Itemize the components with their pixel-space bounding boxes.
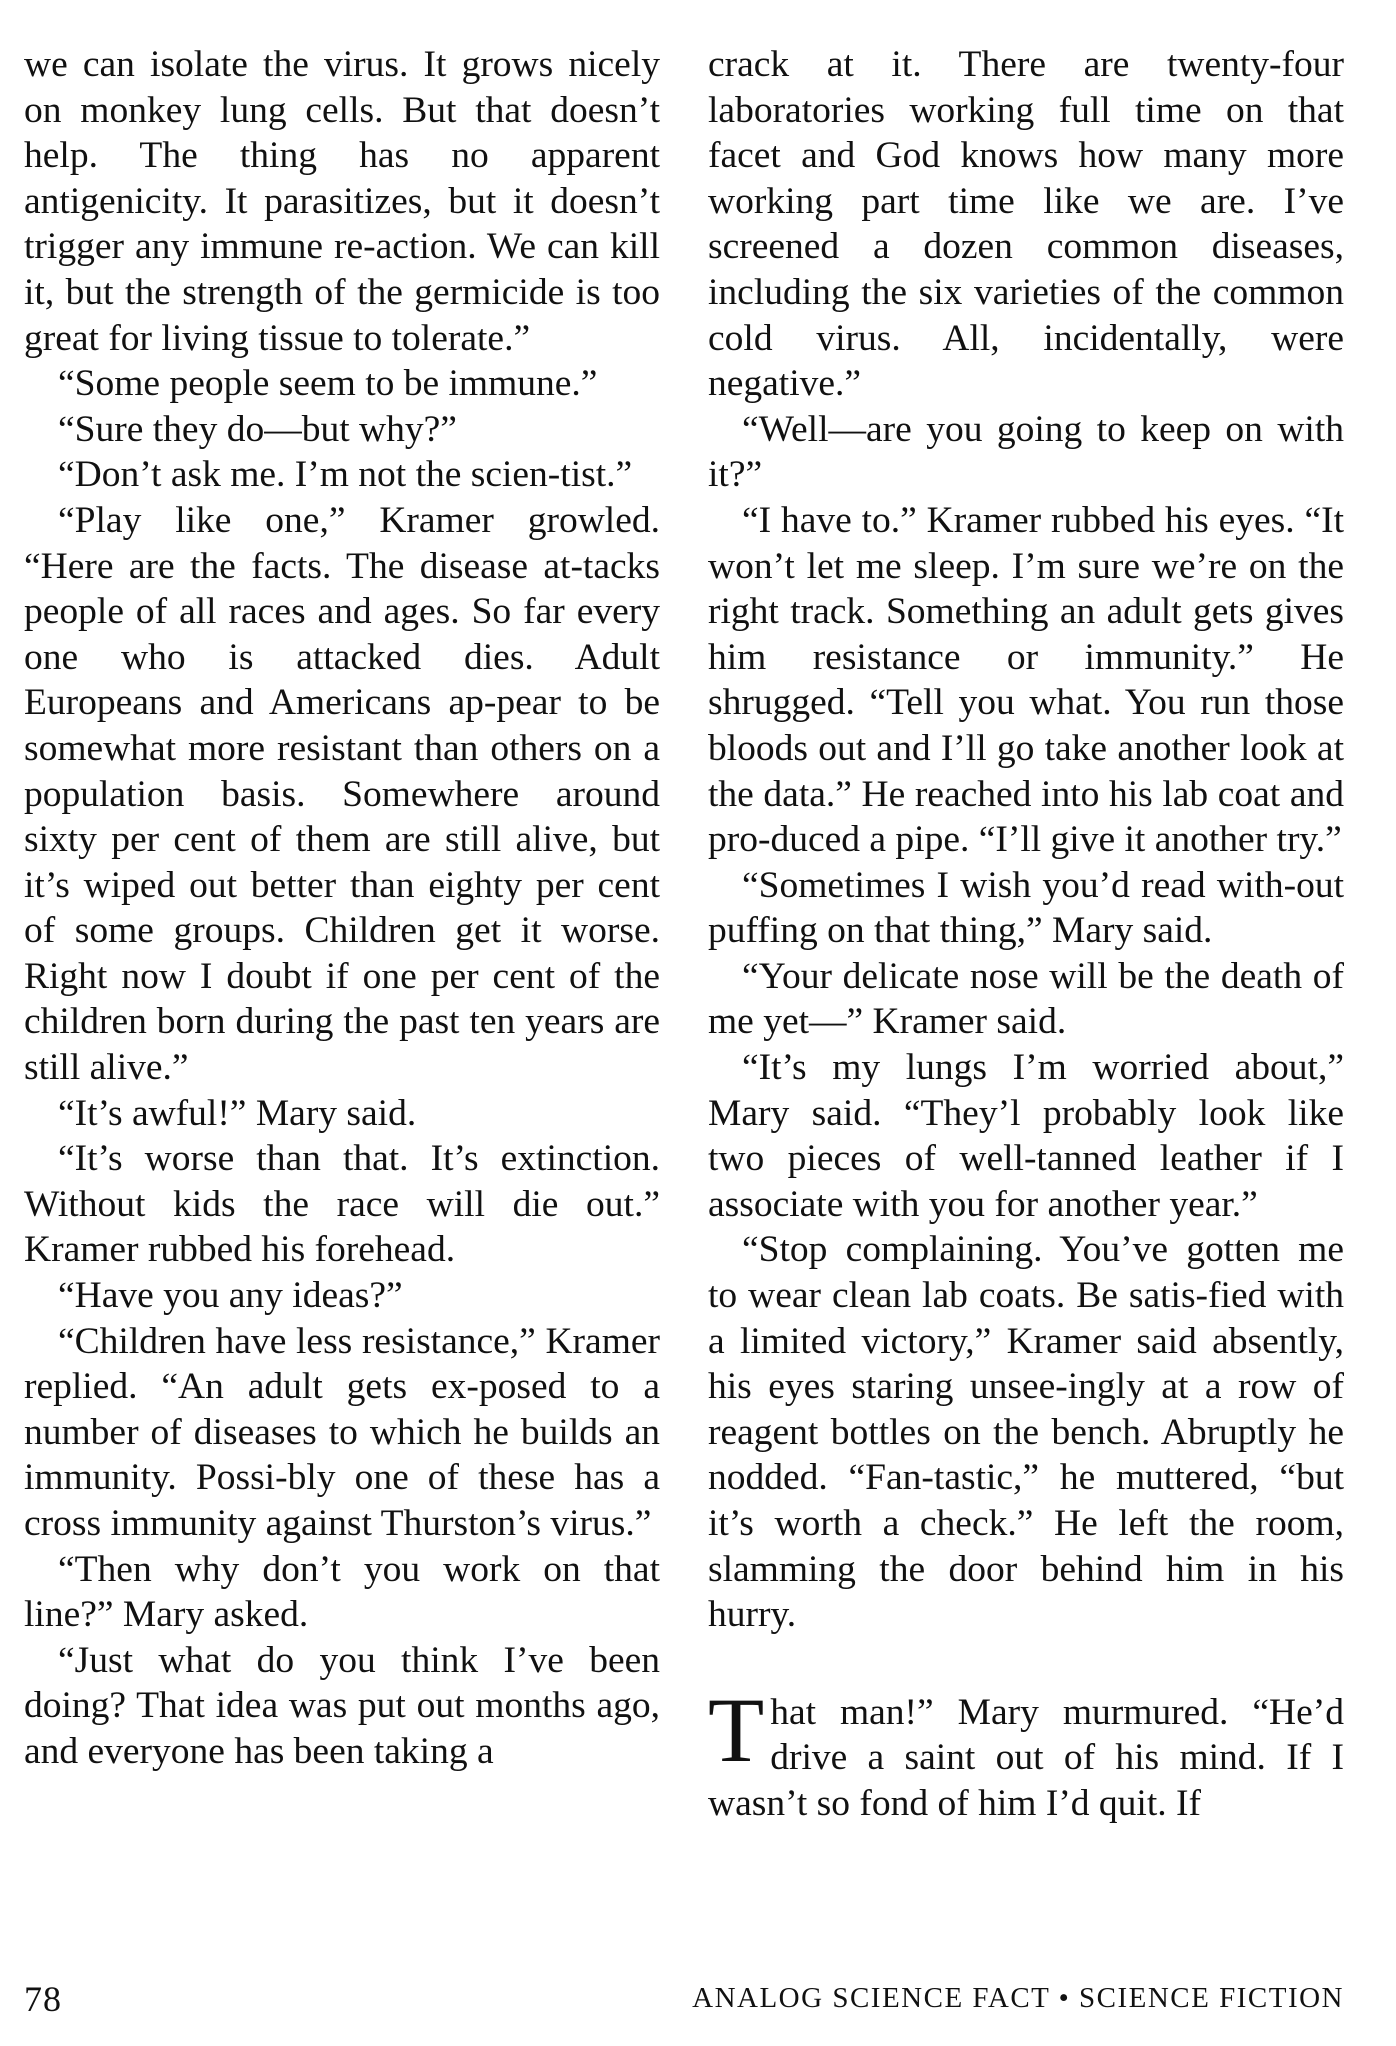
running-title: ANALOG SCIENCE FACT • SCIENCE FICTION bbox=[692, 1982, 1344, 2014]
drop-cap: T bbox=[708, 1678, 765, 1781]
paragraph: “Play like one,” Kramer growled. “Here are the facts. The disease at-tacks people of all races and ages. So far every one who is attacked dies. Adult Europeans and Americans ap-pear to be somewhat more resistant than others on a population basis. Somewhere around sixty per cent of them are still alive, but it’s wiped out better than eighty per cent of some groups. Children get it worse. Right now I doubt if one per cent of the children born during the past ten years are still alive.” bbox=[24, 499, 660, 1089]
left-text-column bbox=[24, 42, 660, 1775]
section-start-paragraph bbox=[708, 1678, 1344, 1827]
right-text-column bbox=[708, 42, 1344, 1827]
paragraph: “Sure they do—but why?” bbox=[58, 408, 457, 450]
paragraph: “Stop complaining. You’ve gotten me to wear clean lab coats. Be satis-fied with a limited victory,” Kramer said absently, his eyes staring unsee-ingly at a row of reagent bottles on the bench. Abruptly he nodded. “Fan-tastic,” he muttered, “but it’s worth a check.” He left the room, slamming the door behind him in his hurry. bbox=[708, 1229, 1344, 1636]
paragraph: “It’s my lungs I’m worried about,” Mary said. “They’l probably look like two pieces of well-tanned leather if I associate with you for another year.” bbox=[708, 1047, 1344, 1225]
paragraph: “Some people seem to be immune.” bbox=[58, 363, 598, 405]
paragraph: we can isolate the virus. It grows nicely on monkey lung cells. But that doesn’t help. The thing has no apparent antigenicity. It parasitizes, but it doesn’t trigger any immune re-action. We can kill it, but the strength of the germicide is too great for living tissue to tolerate.” bbox=[24, 44, 660, 359]
paragraph: “It’s awful!” Mary said. bbox=[58, 1092, 417, 1134]
paragraph-text: hat man!” Mary murmured. “He’d drive a saint out of his mind. If I wasn’t so fond of him I’d quit. If bbox=[708, 1691, 1344, 1824]
paragraph: “It’s worse than that. It’s extinction. Without kids the race will die out.” Kramer rubbed his forehead. bbox=[24, 1138, 660, 1271]
paragraph: “Have you any ideas?” bbox=[58, 1275, 403, 1317]
paragraph: “I have to.” Kramer rubbed his eyes. “It won’t let me sleep. I’m sure we’re on the right track. Something an adult gets gives him resistance or immunity.” He shrugged. “Tell you what. You run those bloods out and I’ll go take another look at the data.” He reached into his lab coat and pro-duced a pipe. “I’ll give it another try.” bbox=[708, 499, 1344, 861]
paragraph: “Don’t ask me. I’m not the scien-tist.” bbox=[58, 454, 633, 496]
paragraph: “Well—are you going to keep on with it?” bbox=[708, 408, 1344, 496]
paragraph: “Just what do you think I’ve been doing? That idea was put out months ago, and everyone has been taking a bbox=[24, 1639, 660, 1772]
paragraph: “Sometimes I wish you’d read with-out puffing on that thing,” Mary said. bbox=[708, 864, 1344, 952]
paragraph: “Your delicate nose will be the death of me yet—” Kramer said. bbox=[708, 955, 1344, 1043]
page-number: 78 bbox=[24, 1979, 62, 2019]
paragraph: “Children have less resistance,” Kramer replied. “An adult gets ex-posed to a number of diseases to which he builds an immunity. Possi-bly one of these has a cross immunity against Thurston’s virus.” bbox=[24, 1320, 660, 1544]
page-footer bbox=[24, 1978, 1344, 2024]
paragraph: crack at it. There are twenty-four laboratories working full time on that facet and God knows how many more working part time like we are. I’ve screened a dozen common diseases, including the six varieties of the common cold virus. All, incidentally, were negative.” bbox=[708, 44, 1344, 405]
paragraph: “Then why don’t you work on that line?” Mary asked. bbox=[24, 1548, 660, 1636]
